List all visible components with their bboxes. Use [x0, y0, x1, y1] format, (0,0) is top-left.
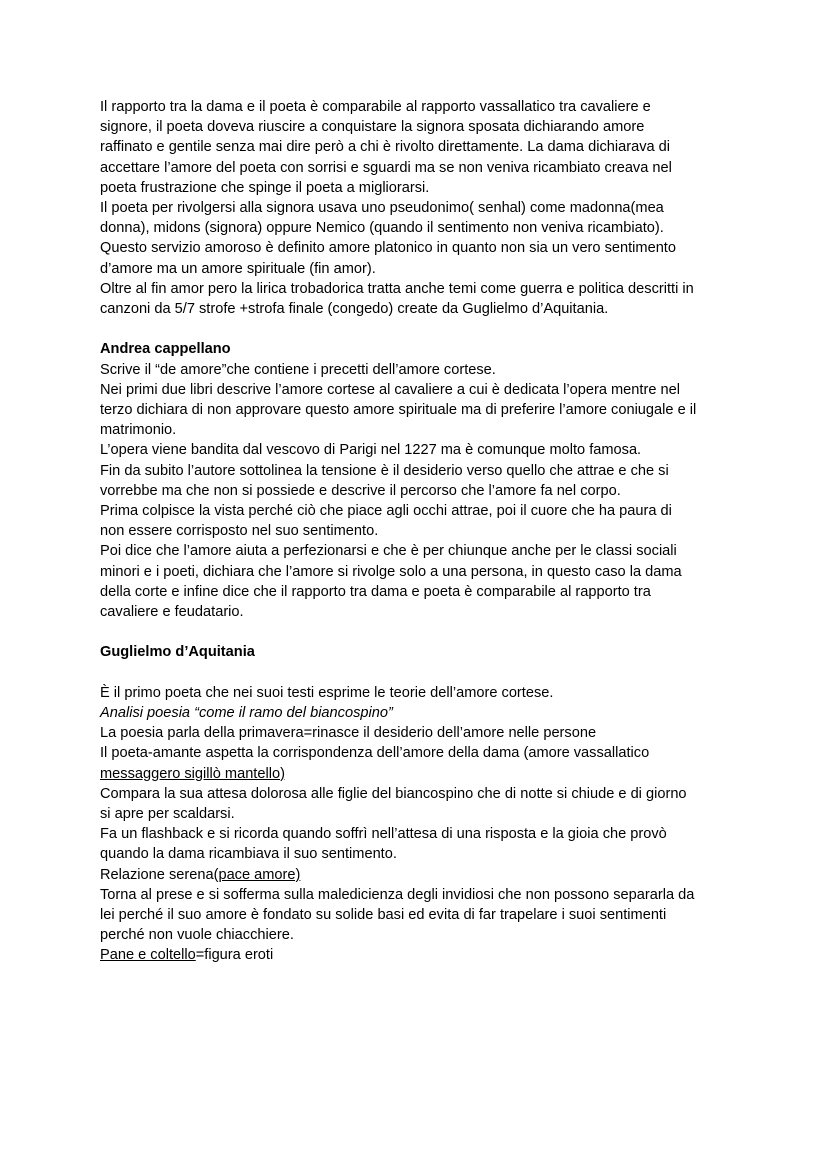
text-line: si apre per scaldarsi.	[100, 806, 235, 823]
text-line: matrimonio.	[100, 422, 177, 439]
spacer	[100, 622, 740, 642]
spacer	[100, 319, 740, 339]
section-guglielmo	[100, 642, 740, 965]
text-line: poeta frustrazione che spinge il poeta a migliorarsi.	[100, 179, 430, 196]
text-line: perché non vuole chiacchiere.	[100, 927, 294, 944]
text-line: signore, il poeta doveva riuscire a conquistare la signora sposata dichiarando amore	[100, 119, 645, 136]
intro-paragraph	[100, 97, 740, 319]
document-page	[100, 97, 740, 966]
text-line: della corte e infine dice che il rapporto tra dama e poeta è comparabile al rapporto tra	[100, 583, 651, 600]
underlined-text: pace amore)	[218, 866, 301, 883]
text-line: Scrive il “de amore”che contiene i precetti dell’amore cortese.	[100, 361, 496, 378]
text-line: L’opera viene bandita dal vescovo di Parigi nel 1227 ma è comunque molto famosa.	[100, 442, 642, 459]
section-andrea-cappellano	[100, 339, 740, 622]
text-line: Il poeta-amante aspetta la corrispondenza dell’amore della dama (amore vassallatico	[100, 745, 650, 762]
text-line: cavaliere e feudatario.	[100, 604, 244, 621]
text-line: d’amore ma un amore spirituale (fin amor).	[100, 260, 376, 277]
text-line: quando la dama ricambiava il suo sentimento.	[100, 846, 397, 863]
text-line: Torna al prese e si sofferma sulla maledicienza degli invidiosi che non possono separarla da	[100, 886, 695, 903]
text-fragment: =figura eroti	[195, 947, 274, 964]
section-heading: Guglielmo d’Aquitania	[100, 644, 255, 661]
underlined-text: messaggero sigillò mantello)	[100, 765, 285, 782]
text-line: Il rapporto tra la dama e il poeta è comparabile al rapporto vassallatico tra cavaliere e	[100, 99, 651, 115]
text-line: accettare l’amore del poeta con sorrisi e sguardi ma se non veniva ricambiato creava nel	[100, 159, 672, 176]
analysis-title: Analisi poesia “come il ramo del biancospino”	[100, 705, 393, 722]
text-line: Il poeta per rivolgersi alla signora usava uno pseudonimo( senhal) come madonna(mea	[100, 200, 664, 217]
text-line	[100, 764, 740, 784]
text-line: donna), midons (signora) oppure Nemico (quando il sentimento non veniva ricambiato).	[100, 220, 664, 237]
section-heading: Andrea cappellano	[100, 341, 231, 358]
text-line: lei perché il suo amore è fondato su solide basi ed evita di far trapelare i suoi sentimenti	[100, 907, 667, 924]
underlined-text: Pane e coltello	[100, 947, 196, 964]
text-line: Fin da subito l’autore sottolinea la tensione è il desiderio verso quello che attrae e che si	[100, 462, 669, 479]
text-line: È il primo poeta che nei suoi testi esprime le teorie dell’amore cortese.	[100, 684, 554, 701]
text-line: Prima colpisce la vista perché ciò che piace agli occhi attrae, poi il cuore che ha paura di	[100, 503, 672, 520]
text-line: Nei primi due libri descrive l’amore cortese al cavaliere a cui è dedicata l’opera mentre nel	[100, 381, 680, 398]
text-line: Poi dice che l’amore aiuta a perfezionarsi e che è per chiunque anche per le classi sociali	[100, 543, 677, 560]
text-line: raffinato e gentile senza mai dire però a chi è rivolto direttamente. La dama dichiarava di	[100, 139, 671, 156]
spacer	[100, 663, 740, 683]
text-fragment: Relazione serena(	[100, 866, 219, 883]
text-line: terzo dichiara di non approvare questo amore spirituale ma di preferire l’amore coniugale e il	[100, 402, 697, 419]
text-line: Questo servizio amoroso è definito amore platonico in quanto non sia un vero sentimento	[100, 240, 676, 257]
text-line: La poesia parla della primavera=rinasce il desiderio dell’amore nelle persone	[100, 725, 597, 742]
text-line: Compara la sua attesa dolorosa alle figlie del biancospino che di notte si chiude e di giorno	[100, 785, 687, 802]
text-line: minori e i poeti, dichiara che l’amore si rivolge solo a una persona, in questo caso la dama	[100, 563, 682, 580]
text-line	[100, 945, 740, 965]
text-line: vorrebbe ma che non si possiede e descrive il percorso che l’amore fa nel corpo.	[100, 482, 621, 499]
text-line: Oltre al fin amor pero la lirica trobadorica tratta anche temi come guerra e politica descritti in	[100, 280, 694, 297]
text-line: canzoni da 5/7 strofe +strofa finale (congedo) create da Guglielmo d’Aquitania.	[100, 301, 609, 318]
text-line: non essere corrisposto nel suo sentimento.	[100, 523, 379, 540]
text-line: Fa un flashback e si ricorda quando soffrì nell’attesa di una risposta e la gioia che provò	[100, 826, 667, 843]
text-line	[100, 865, 740, 885]
